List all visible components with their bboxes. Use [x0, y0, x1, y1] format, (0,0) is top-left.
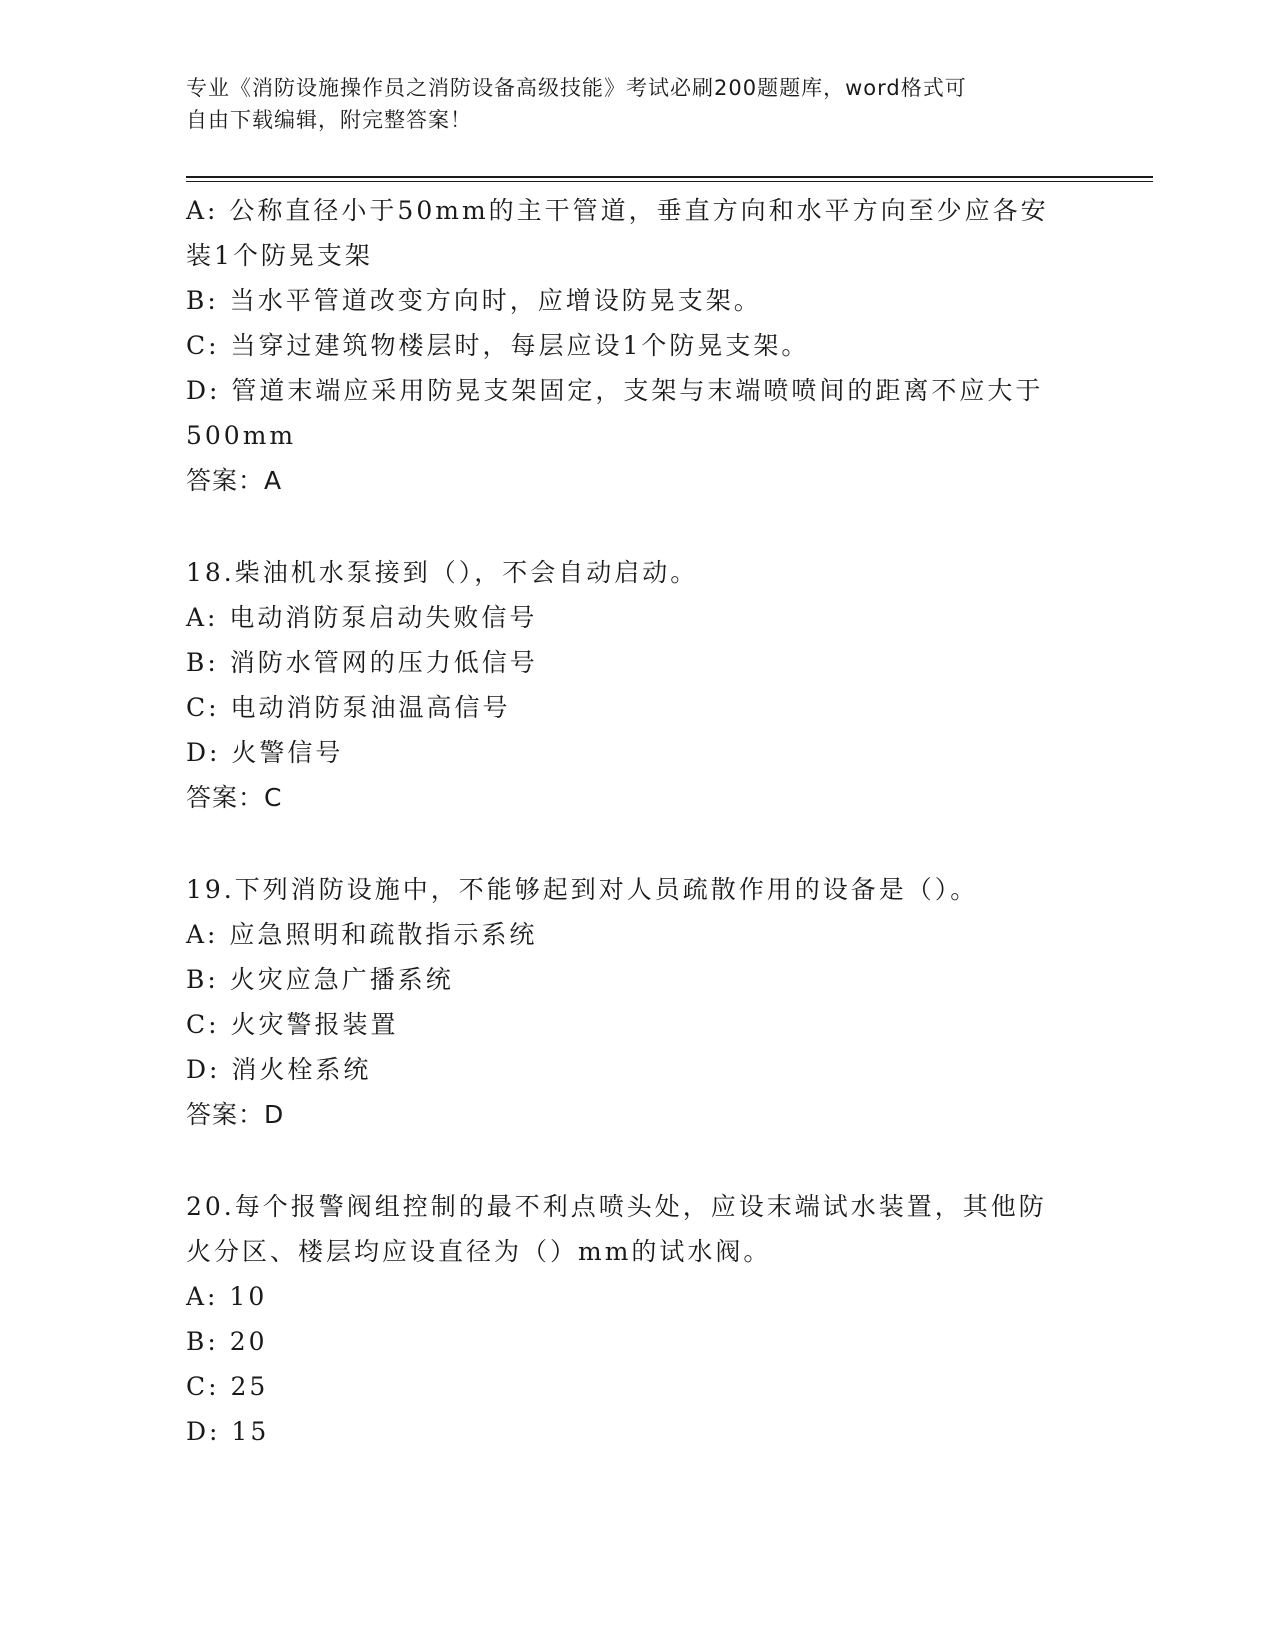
- q19-option-b: B: 火灾应急广播系统: [186, 965, 454, 994]
- q19-question: 19.下列消防设施中，不能够起到对人员疏散作用的设备是（）。: [186, 875, 979, 904]
- q17-option-a-line-2: 装1个防晃支架: [186, 241, 373, 270]
- q18-question: 18.柴油机水泵接到（），不会自动启动。: [186, 558, 699, 587]
- spacer: [186, 820, 1086, 867]
- header-divider-thick: [186, 176, 1153, 178]
- q20-question-line-1: 20.每个报警阀组控制的最不利点喷头处，应设末端试水装置，其他防: [186, 1192, 1047, 1221]
- question-17: [186, 188, 1086, 503]
- q18-answer: 答案：C: [186, 783, 283, 812]
- header-line-2: 自由下载编辑，附完整答案！: [186, 108, 472, 132]
- document-header: [186, 72, 1066, 136]
- header-divider-thin: [186, 181, 1153, 182]
- q19-option-c: C: 火灾警报装置: [186, 1010, 399, 1039]
- q17-option-d-line-2: 500mm: [186, 421, 297, 450]
- q19-answer: 答案：D: [186, 1100, 285, 1129]
- q20-question-line-2: 火分区、楼层均应设直径为（）mm的试水阀。: [186, 1237, 772, 1266]
- q18-option-c: C: 电动消防泵油温高信号: [186, 693, 511, 722]
- question-19: [186, 867, 1086, 1137]
- q17-option-d-line-1: D: 管道末端应采用防晃支架固定，支架与末端喷喷间的距离不应大于: [186, 376, 1044, 405]
- q18-option-b: B: 消防水管网的压力低信号: [186, 648, 538, 677]
- q17-answer: 答案：A: [186, 466, 283, 495]
- q19-option-a: A: 应急照明和疏散指示系统: [186, 920, 538, 949]
- question-list: [186, 188, 1086, 1454]
- q20-option-b: B: 20: [186, 1327, 268, 1356]
- question-20: [186, 1184, 1086, 1454]
- q17-option-c: C: 当穿过建筑物楼层时，每层应设1个防晃支架。: [186, 331, 810, 360]
- spacer: [186, 503, 1086, 550]
- q17-option-a-line-1: A: 公称直径小于50mm的主干管道，垂直方向和水平方向至少应各安: [186, 196, 1049, 225]
- header-line-1: 专业《消防设施操作员之消防设备高级技能》考试必刷200题题库，word格式可: [186, 76, 967, 100]
- q19-option-d: D: 消火栓系统: [186, 1055, 372, 1084]
- question-18: [186, 550, 1086, 820]
- q20-option-d: D: 15: [186, 1417, 270, 1446]
- q18-option-a: A: 电动消防泵启动失败信号: [186, 603, 538, 632]
- q20-option-a: A: 10: [186, 1282, 268, 1311]
- q20-option-c: C: 25: [186, 1372, 269, 1401]
- q17-option-b: B: 当水平管道改变方向时，应增设防晃支架。: [186, 286, 762, 315]
- spacer: [186, 1137, 1086, 1184]
- q18-option-d: D: 火警信号: [186, 738, 344, 767]
